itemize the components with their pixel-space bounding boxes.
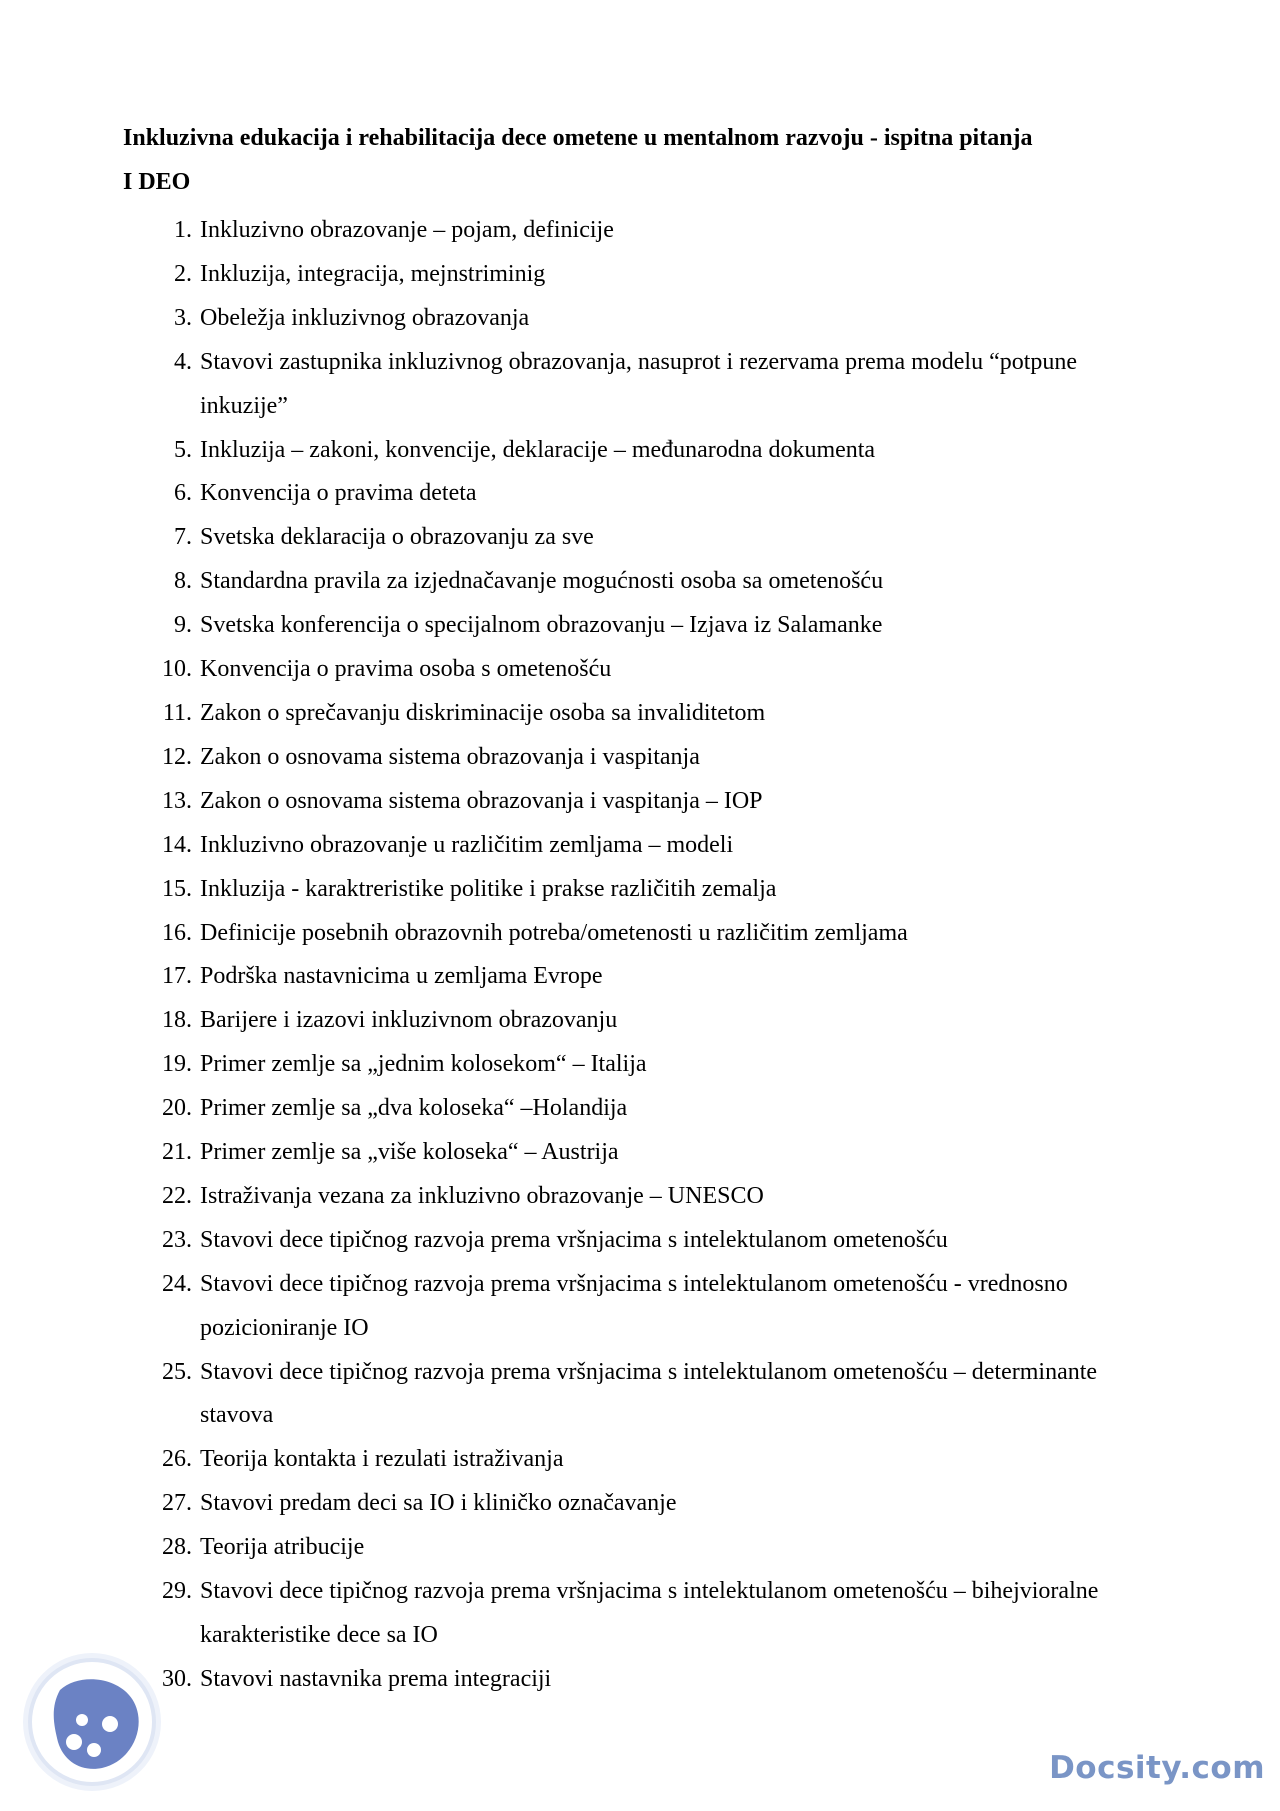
question-number: 29.	[162, 1578, 192, 1605]
question-number: 21.	[162, 1139, 192, 1166]
document-title: Inkluzivna edukacija i rehabilitacija dece ometene u mentalnom razvoju - ispitna pitanja	[123, 125, 1033, 151]
question-number: 10.	[162, 656, 192, 683]
question-number: 2.	[174, 260, 192, 287]
question-number: 26.	[162, 1446, 192, 1473]
question-number: 8.	[174, 568, 192, 595]
question-text: Primer zemlje sa „dva koloseka“ –Holandija	[200, 1095, 628, 1122]
question-item	[0, 341, 1160, 429]
question-item	[0, 1526, 1160, 1570]
question-text: Stavovi dece tipičnog razvoja prema vršnjacima s intelektulanom ometenošću – determinante stavova	[200, 1358, 1098, 1429]
question-text: Inkluzivno obrazovanje u različitim zemljama – modeli	[200, 831, 734, 858]
question-item	[0, 297, 1160, 341]
question-text: Inkluzija – zakoni, konvencije, deklaracije – međunarodna dokumenta	[200, 436, 876, 463]
question-number: 19.	[162, 1051, 192, 1078]
question-text: Stavovi nastavnika prema integraciji	[200, 1665, 552, 1692]
question-number: 11.	[162, 699, 192, 726]
question-text: Zakon o osnovama sistema obrazovanja i vaspitanja	[200, 743, 700, 770]
question-item	[0, 1482, 1160, 1526]
question-text: Primer zemlje sa „jednim kolosekom“ – Italija	[200, 1051, 647, 1078]
question-text: Stavovi dece tipičnog razvoja prema vršnjacima s intelektulanom ometenošću – bihejvioralne karakteristike dece sa IO	[200, 1578, 1099, 1648]
question-number: 27.	[162, 1490, 192, 1517]
question-text: Podrška nastavnicima u zemljama Evrope	[200, 963, 603, 990]
question-item	[0, 209, 1160, 253]
question-text: Konvencija o pravima osoba s ometenošću	[200, 656, 612, 683]
question-number: 5.	[174, 436, 192, 463]
question-text: Primer zemlje sa „više koloseka“ – Austrija	[200, 1139, 619, 1166]
docsity-brand-text: Docsity.com	[1049, 1750, 1265, 1786]
question-text: Konvencija o pravima deteta	[200, 480, 477, 507]
section-title: I DEO	[123, 169, 191, 195]
question-number: 15.	[162, 875, 192, 902]
question-number: 18.	[162, 1007, 192, 1034]
question-item	[0, 1219, 1160, 1263]
question-number: 22.	[162, 1182, 192, 1209]
question-text: Stavovi zastupnika inkluzivnog obrazovanja, nasuprot i rezervama prema modelu “potpune inkuzije”	[200, 348, 1078, 419]
question-item	[0, 736, 1160, 780]
question-number: 23.	[162, 1226, 192, 1253]
question-text: Definicije posebnih obrazovnih potreba/ometenosti u različitim zemljama	[200, 919, 908, 946]
question-item	[0, 560, 1160, 604]
question-item	[0, 999, 1160, 1043]
question-number: 4.	[174, 348, 192, 375]
question-item	[0, 604, 1160, 648]
question-item	[0, 912, 1160, 956]
question-number: 25.	[162, 1358, 192, 1385]
question-text: Inkluzivno obrazovanje – pojam, definicije	[200, 217, 614, 243]
question-item	[0, 1658, 1160, 1702]
question-text: Stavovi dece tipičnog razvoja prema vršnjacima s intelektulanom ometenošću - vrednosno pozicioniranje IO	[200, 1270, 1068, 1341]
question-number: 30.	[162, 1665, 192, 1692]
question-number: 17.	[162, 963, 192, 990]
question-item	[0, 692, 1160, 736]
question-item	[0, 1570, 1160, 1658]
question-text: Stavovi dece tipičnog razvoja prema vršnjacima s intelektulanom ometenošću	[200, 1226, 948, 1253]
question-item	[0, 429, 1160, 473]
question-text: Standardna pravila za izjednačavanje mogućnosti osoba sa ometenošću	[200, 568, 884, 595]
question-text: Inkluzija - karaktreristike politike i prakse različitih zemalja	[200, 875, 777, 902]
question-number: 6.	[174, 480, 192, 507]
question-text: Inkluzija, integracija, mejnstriminig	[200, 260, 546, 287]
question-number: 28.	[162, 1534, 192, 1561]
question-text: Barijere i izazovi inkluzivnom obrazovanju	[200, 1007, 618, 1034]
question-item	[0, 868, 1160, 912]
question-item	[0, 253, 1160, 297]
question-text: Teorija atribucije	[200, 1534, 365, 1561]
question-text: Svetska konferencija o specijalnom obrazovanju – Izjava iz Salamanke	[200, 612, 883, 639]
question-number: 24.	[162, 1270, 192, 1297]
question-text: Stavovi predam deci sa IO i kliničko označavanje	[200, 1490, 677, 1517]
question-text: Zakon o osnovama sistema obrazovanja i vaspitanja – IOP	[200, 787, 763, 814]
question-number: 13.	[162, 787, 192, 814]
question-number: 9.	[174, 612, 192, 639]
question-text: Zakon o sprečavanju diskriminacije osoba sa invaliditetom	[200, 699, 766, 726]
question-text: Teorija kontakta i rezulati istraživanja	[200, 1446, 564, 1473]
question-item	[0, 1438, 1160, 1482]
docsity-logo-icon	[20, 1650, 165, 1795]
question-item	[0, 648, 1160, 692]
question-item	[0, 824, 1160, 868]
question-text: Svetska deklaracija o obrazovanju za sve	[200, 524, 594, 551]
question-item	[0, 780, 1160, 824]
question-item	[0, 516, 1160, 560]
question-number: 20.	[162, 1095, 192, 1122]
question-text: Istraživanja vezana za inkluzivno obrazovanje – UNESCO	[200, 1182, 764, 1209]
question-number: 7.	[174, 524, 192, 551]
question-item	[0, 1131, 1160, 1175]
question-item	[0, 1087, 1160, 1131]
question-number: 14.	[162, 831, 192, 858]
question-item	[0, 1175, 1160, 1219]
question-number: 1.	[174, 217, 192, 243]
question-item	[0, 1351, 1160, 1439]
question-number: 16.	[162, 919, 192, 946]
question-item	[0, 1263, 1160, 1351]
question-text: Obeležja inkluzivnog obrazovanja	[200, 304, 530, 331]
question-item	[0, 472, 1160, 516]
question-item	[0, 1043, 1160, 1087]
question-number: 12.	[162, 743, 192, 770]
question-item	[0, 955, 1160, 999]
question-list	[0, 209, 1280, 1702]
question-number: 3.	[174, 304, 192, 331]
